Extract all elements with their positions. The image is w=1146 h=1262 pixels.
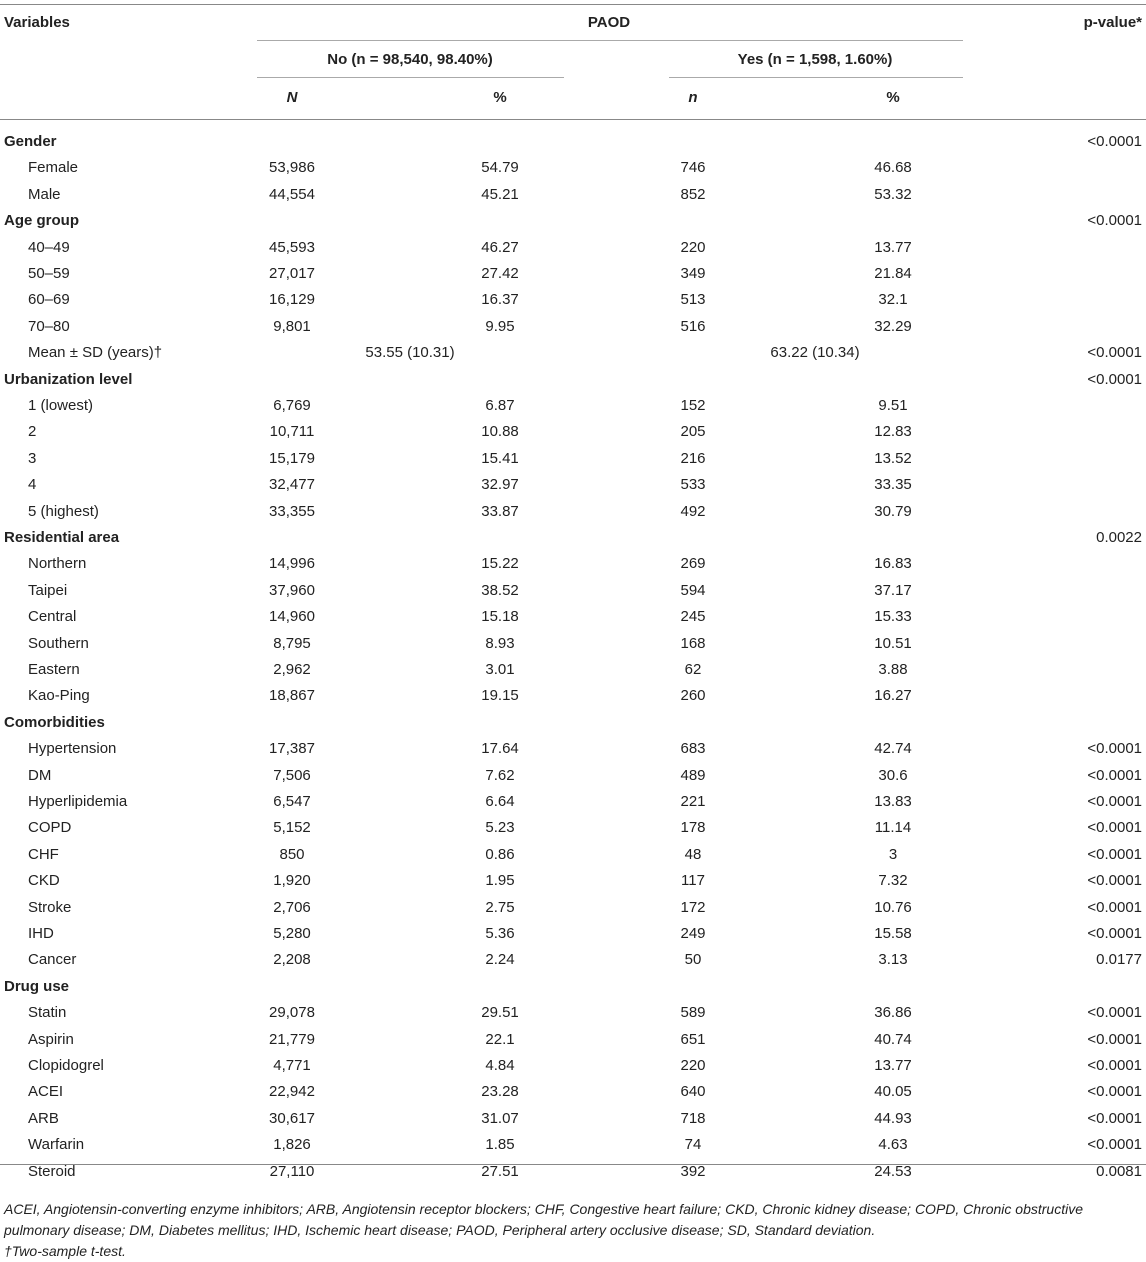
yes-count-cell: 489 <box>680 767 706 784</box>
row-label: CHF <box>28 846 59 863</box>
no-pct-cell: 32.97 <box>481 476 519 493</box>
no-pct-cell: 10.88 <box>481 423 519 440</box>
no-pct-cell: 5.36 <box>485 925 515 942</box>
yes-count-cell: 172 <box>680 899 706 916</box>
no-count-cell: 53,986 <box>269 159 315 176</box>
yes-pct-cell: 12.83 <box>874 423 912 440</box>
yes-count-cell: 260 <box>680 687 706 704</box>
section-label: Age group <box>4 212 79 229</box>
yes-count-cell: 216 <box>680 450 706 467</box>
pvalue-cell: <0.0001 <box>1087 819 1142 836</box>
no-pct-cell: 27.42 <box>481 265 519 282</box>
no-count-cell: 10,711 <box>269 423 315 440</box>
row-label: Warfarin <box>28 1136 85 1153</box>
no-pct-cell: 15.18 <box>481 608 519 625</box>
no-count-cell: 1,920 <box>273 872 311 889</box>
variables-header: Variables <box>4 14 70 31</box>
no-count-cell: 15,179 <box>269 450 315 467</box>
no-count-cell: 14,996 <box>269 555 315 572</box>
yes-pct-cell: 11.14 <box>874 819 912 836</box>
yes-pct-cell: 44.93 <box>874 1110 912 1127</box>
yes-pct-cell: 13.83 <box>874 793 912 810</box>
pvalue-cell: <0.0001 <box>1087 1057 1142 1074</box>
pvalue-cell: <0.0001 <box>1087 793 1142 810</box>
no-count-cell: 1,826 <box>273 1136 311 1153</box>
yes-pct-cell: 3.88 <box>878 661 908 678</box>
no-count-cell: 37,960 <box>269 582 315 599</box>
no-pct-cell: 23.28 <box>481 1083 519 1100</box>
pvalue-cell: <0.0001 <box>1087 212 1142 229</box>
yes-count-cell: 50 <box>684 951 702 968</box>
row-label: 40–49 <box>28 239 70 256</box>
no-count-cell: 6,769 <box>273 397 311 414</box>
pvalue-cell: <0.0001 <box>1087 371 1142 388</box>
no-pct-cell: 2.24 <box>485 951 515 968</box>
yes-count-cell: 178 <box>680 819 706 836</box>
no-pct-cell: 0.86 <box>485 846 515 863</box>
row-label: 50–59 <box>28 265 70 282</box>
row-label: DM <box>28 767 52 784</box>
pvalue-cell: <0.0001 <box>1087 872 1142 889</box>
yes-count-cell: 220 <box>680 239 706 256</box>
pvalue-header-text: p-value* <box>1083 14 1142 31</box>
yes-count-cell: 852 <box>680 186 706 203</box>
row-label: Cancer <box>28 951 77 968</box>
header-bottom-rule <box>0 119 1146 120</box>
pvalue-cell: 0.0022 <box>1096 529 1142 546</box>
yes-count-cell: 249 <box>680 925 706 942</box>
pvalue-cell: <0.0001 <box>1087 1136 1142 1153</box>
yes-pct-cell: 15.33 <box>874 608 912 625</box>
no-count-cell: 29,078 <box>269 1004 315 1021</box>
no-count-cell: 27,110 <box>269 1163 315 1180</box>
yes-pct-cell: 53.32 <box>874 186 912 203</box>
no-pct-cell: 29.51 <box>481 1004 519 1021</box>
mean-yes-value: 63.22 (10.34) <box>770 344 860 361</box>
no-group-rule <box>257 77 564 78</box>
yes-pct-cell: 32.29 <box>874 318 912 335</box>
no-count-cell: 2,208 <box>273 951 311 968</box>
yes-count-cell: 62 <box>684 661 702 678</box>
pvalue-cell: <0.0001 <box>1087 1110 1142 1127</box>
no-pct-cell: 45.21 <box>481 186 519 203</box>
no-count-cell: 5,280 <box>273 925 311 942</box>
yes-count-cell: 349 <box>680 265 706 282</box>
yes-pct-cell: 36.86 <box>874 1004 912 1021</box>
no-count-cell: 18,867 <box>269 687 315 704</box>
no-count-cell: 33,355 <box>269 503 315 520</box>
yes-pct-cell: 40.05 <box>874 1083 912 1100</box>
pvalue-cell: <0.0001 <box>1087 1083 1142 1100</box>
row-label: 1 (lowest) <box>28 397 94 414</box>
section-label: Residential area <box>4 529 120 546</box>
no-pct-cell: 46.27 <box>481 239 519 256</box>
yes-pct-cell: 16.83 <box>874 555 912 572</box>
no-pct-cell: 3.01 <box>485 661 515 678</box>
no-group-header: No (n = 98,540, 98.40%) <box>327 51 493 68</box>
pvalue-header <box>1084 14 1142 32</box>
col-n-header: n <box>688 89 698 106</box>
yes-count-cell: 594 <box>680 582 706 599</box>
row-label: Kao-Ping <box>28 687 90 704</box>
row-label: COPD <box>28 819 72 836</box>
no-count-cell: 6,547 <box>273 793 311 810</box>
row-label: Hypertension <box>28 740 117 757</box>
yes-pct-cell: 21.84 <box>874 265 912 282</box>
yes-count-cell: 651 <box>680 1031 706 1048</box>
pvalue-cell: 0.0081 <box>1096 1163 1142 1180</box>
yes-pct-cell: 33.35 <box>874 476 912 493</box>
ttest-note: †Two-sample t-test. <box>4 1243 126 1259</box>
yes-pct-cell: 3 <box>888 846 898 863</box>
table-footnotes <box>4 1199 1144 1262</box>
yes-count-cell: 168 <box>680 635 706 652</box>
yes-count-cell: 589 <box>680 1004 706 1021</box>
row-label: IHD <box>28 925 54 942</box>
pvalue-cell: <0.0001 <box>1087 925 1142 942</box>
pvalue-cell: <0.0001 <box>1087 899 1142 916</box>
yes-pct-cell: 9.51 <box>878 397 908 414</box>
pvalue-cell: <0.0001 <box>1087 133 1142 150</box>
yes-count-cell: 492 <box>680 503 706 520</box>
no-pct-cell: 9.95 <box>485 318 515 335</box>
row-label: Female <box>28 159 79 176</box>
yes-count-cell: 117 <box>681 872 705 889</box>
no-count-cell: 4,771 <box>273 1057 311 1074</box>
row-label: 60–69 <box>28 291 70 308</box>
row-label: CKD <box>28 872 60 889</box>
yes-pct-cell: 3.13 <box>878 951 908 968</box>
no-count-cell: 17,387 <box>269 740 315 757</box>
row-label: Northern <box>28 555 87 572</box>
yes-count-cell: 392 <box>680 1163 706 1180</box>
col-N-header: N <box>286 89 298 106</box>
yes-pct-cell: 40.74 <box>874 1031 912 1048</box>
section-label: Urbanization level <box>4 371 133 388</box>
yes-count-cell: 220 <box>680 1057 706 1074</box>
no-count-cell: 9,801 <box>273 318 311 335</box>
no-pct-cell: 22.1 <box>485 1031 515 1048</box>
yes-count-cell: 513 <box>680 291 706 308</box>
row-label: ACEI <box>28 1083 64 1100</box>
pvalue-cell: <0.0001 <box>1087 740 1142 757</box>
pvalue-cell: 0.0177 <box>1096 951 1142 968</box>
no-count-cell: 8,795 <box>273 635 311 652</box>
yes-pct-cell: 10.76 <box>874 899 912 916</box>
no-count-cell: 16,129 <box>269 291 315 308</box>
no-pct-cell: 1.95 <box>485 872 515 889</box>
yes-count-cell: 221 <box>680 793 706 810</box>
yes-count-cell: 269 <box>680 555 706 572</box>
no-count-cell: 32,477 <box>269 476 315 493</box>
yes-count-cell: 533 <box>680 476 706 493</box>
yes-pct-cell: 7.32 <box>878 872 908 889</box>
no-pct-cell: 19.15 <box>481 687 519 704</box>
no-pct-cell: 2.75 <box>485 899 515 916</box>
no-count-cell: 2,706 <box>273 899 311 916</box>
row-label: Taipei <box>28 582 68 599</box>
no-pct-cell: 33.87 <box>481 503 519 520</box>
no-count-cell: 45,593 <box>269 239 315 256</box>
no-pct-cell: 15.41 <box>481 450 519 467</box>
row-label: Central <box>28 608 77 625</box>
no-count-cell: 850 <box>279 846 305 863</box>
yes-count-cell: 640 <box>680 1083 706 1100</box>
yes-count-cell: 205 <box>680 423 706 440</box>
no-pct-cell: 15.22 <box>481 555 519 572</box>
row-label: Southern <box>28 635 89 652</box>
row-label: 3 <box>28 450 37 467</box>
no-pct-cell: 5.23 <box>485 819 515 836</box>
yes-pct-cell: 13.52 <box>874 450 912 467</box>
yes-group-header: Yes (n = 1,598, 1.60%) <box>737 51 893 68</box>
no-count-cell: 27,017 <box>269 265 315 282</box>
no-pct-cell: 8.93 <box>485 635 515 652</box>
no-pct-cell: 6.87 <box>485 397 515 414</box>
row-label: 70–80 <box>28 318 70 335</box>
yes-count-cell: 746 <box>680 159 706 176</box>
yes-pct-cell: 37.17 <box>874 582 912 599</box>
yes-count-cell: 683 <box>680 740 706 757</box>
row-label: Aspirin <box>28 1031 74 1048</box>
no-pct-cell: 6.64 <box>485 793 515 810</box>
no-pct-cell: 27.51 <box>481 1163 519 1180</box>
no-count-cell: 5,152 <box>273 819 311 836</box>
pvalue-cell: <0.0001 <box>1087 767 1142 784</box>
row-label: 4 <box>28 476 37 493</box>
paod-header: PAOD <box>587 14 631 31</box>
yes-pct-cell: 24.53 <box>874 1163 912 1180</box>
yes-pct-cell: 13.77 <box>874 1057 912 1074</box>
no-count-cell: 22,942 <box>269 1083 315 1100</box>
no-pct-cell: 1.85 <box>485 1136 515 1153</box>
no-pct-cell: 38.52 <box>481 582 519 599</box>
yes-pct-cell: 15.58 <box>874 925 912 942</box>
yes-count-cell: 48 <box>684 846 702 863</box>
paod-rule <box>257 40 963 41</box>
no-count-cell: 30,617 <box>269 1110 315 1127</box>
no-count-cell: 14,960 <box>269 608 315 625</box>
yes-pct-cell: 4.63 <box>878 1136 908 1153</box>
table-bottom-rule <box>0 1164 1146 1165</box>
no-pct-cell: 17.64 <box>481 740 519 757</box>
yes-count-cell: 245 <box>680 608 706 625</box>
pvalue-cell: <0.0001 <box>1087 344 1142 361</box>
pvalue-cell: <0.0001 <box>1087 1004 1142 1021</box>
yes-pct-cell: 42.74 <box>874 740 912 757</box>
row-label: Clopidogrel <box>28 1057 104 1074</box>
no-pct-cell: 16.37 <box>481 291 519 308</box>
row-label: ARB <box>28 1110 59 1127</box>
row-label: Mean ± SD (years)† <box>28 344 163 361</box>
section-label: Drug use <box>4 978 70 995</box>
pvalue-cell: <0.0001 <box>1087 846 1142 863</box>
row-label: Eastern <box>28 661 80 678</box>
no-count-cell: 2,962 <box>273 661 311 678</box>
col-pct2-header: % <box>886 89 900 106</box>
section-label: Gender <box>4 133 57 150</box>
row-label: Statin <box>28 1004 67 1021</box>
top-rule <box>0 4 1146 5</box>
yes-pct-cell: 13.77 <box>874 239 912 256</box>
yes-count-cell: 74 <box>684 1136 702 1153</box>
no-count-cell: 21,779 <box>269 1031 315 1048</box>
abbreviations-note: ACEI, Angiotensin-converting enzyme inhibitors; ARB, Angiotensin receptor blockers; CHF, Congestive heart failure; CKD, Chronic kidney disease; COPD, Chronic obstructive pulmonary disease; DM, Diabetes mellitus; IHD, Ischemic heart disease; PAOD, Peripheral artery occlusive disease; SD, Standard deviation. <box>4 1201 1084 1238</box>
no-pct-cell: 31.07 <box>481 1110 519 1127</box>
no-count-cell: 44,554 <box>269 186 315 203</box>
row-label: 2 <box>28 423 37 440</box>
yes-pct-cell: 32.1 <box>878 291 908 308</box>
row-label: Hyperlipidemia <box>28 793 128 810</box>
row-label: Male <box>28 186 61 203</box>
yes-group-rule <box>669 77 963 78</box>
yes-pct-cell: 16.27 <box>874 687 912 704</box>
yes-pct-cell: 10.51 <box>874 635 912 652</box>
yes-pct-cell: 30.79 <box>874 503 912 520</box>
yes-pct-cell: 46.68 <box>874 159 912 176</box>
no-count-cell: 7,506 <box>273 767 311 784</box>
no-pct-cell: 54.79 <box>481 159 519 176</box>
pvalue-cell: <0.0001 <box>1087 1031 1142 1048</box>
section-label: Comorbidities <box>4 714 105 731</box>
col-pct1-header: % <box>493 89 507 106</box>
row-label: 5 (highest) <box>28 503 99 520</box>
yes-count-cell: 718 <box>680 1110 706 1127</box>
no-pct-cell: 4.84 <box>485 1057 515 1074</box>
no-pct-cell: 7.62 <box>485 767 515 784</box>
row-label: Stroke <box>28 899 72 916</box>
row-label: Steroid <box>28 1163 76 1180</box>
yes-count-cell: 516 <box>680 318 706 335</box>
mean-no-value: 53.55 (10.31) <box>365 344 455 361</box>
yes-pct-cell: 30.6 <box>878 767 908 784</box>
yes-count-cell: 152 <box>680 397 706 414</box>
